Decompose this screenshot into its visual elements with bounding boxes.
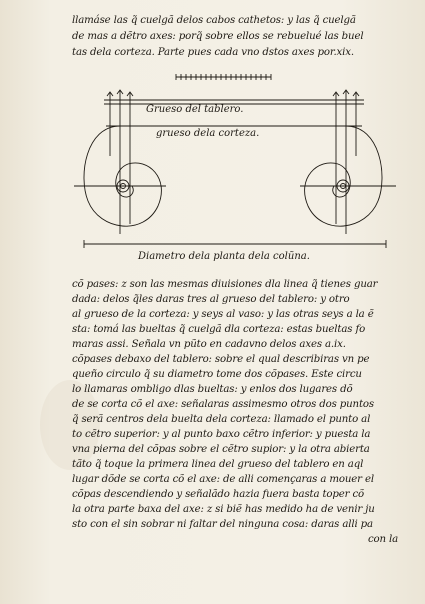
text-line: de se corta cõ el axe: señalaras assimesmo otros dos puntos xyxy=(72,399,374,410)
label-grueso-corteza: grueso dela corteza. xyxy=(156,128,260,139)
label-grueso-tablero: Grueso del tablero. xyxy=(146,104,244,115)
text-line: q̃ serã centros dela buelta dela corteza: llamado el punto al xyxy=(72,414,371,425)
text-line: cõpases debaxo del tablero: sobre el qual describiras vn pe xyxy=(72,354,370,365)
volute-diagram xyxy=(66,66,422,271)
text-line: tas dela corteza. Parte pues cada vno dstos axes por.xix. xyxy=(72,47,354,58)
text-line: queño circulo q̃ su diametro tome dos cõpases. Este circu xyxy=(72,369,362,380)
text-line: maras assi. Señala vn pũto en cadavno delos axes a.ix. xyxy=(72,339,346,350)
diagram-caption: Diametro dela planta dela colũna. xyxy=(138,251,310,262)
text-line: vna pierna del cõpas sobre el cẽtro supior: y la otra abierta xyxy=(72,444,370,455)
text-line: tãto q̃ toque la primera linea del grueso del tablero en aql xyxy=(72,459,364,470)
text-line: dada: delos q̃les daras tres al grueso del tablero: y otro xyxy=(72,294,350,305)
text-line: cõ pases: z son las mesmas diuisiones dla linea q̃ tienes guar xyxy=(72,279,378,290)
text-line: cõpas descendiendo y señalãdo hazia fuera basta toper cõ xyxy=(72,489,365,500)
text-line: al grueso de la corteza: y seys al vaso: y las otras seys a la ẽ xyxy=(72,309,374,320)
text-line: to cẽtro superior: y al punto baxo cẽtro inferior: y puesta la xyxy=(72,429,371,440)
text-line: sto con el sin sobrar ni faltar del ninguna cosa: daras alli pa xyxy=(72,519,373,530)
text-line: lugar dõde se corta cõ el axe: de alli començaras a mouer el xyxy=(72,474,374,485)
text-line: llamáse las q̃ cuelgã delos cabos cathetos: y las q̃ cuelgã xyxy=(72,15,356,26)
text-line: sta: tomá las bueltas q̃ cuelgã dla corteza: estas bueltas fo xyxy=(72,324,366,335)
text-line: la otra parte baxa del axe: z si biẽ has medido ha de venir ju xyxy=(72,504,375,515)
text-line: de mas a dẽtro axes: porq̃ sobre ellos se rebuelué las buel xyxy=(72,31,364,42)
text-line: lo llamaras ombligo dlas bueltas: y enlos dos lugares dõ xyxy=(72,384,353,395)
catchword: con la xyxy=(368,534,399,545)
